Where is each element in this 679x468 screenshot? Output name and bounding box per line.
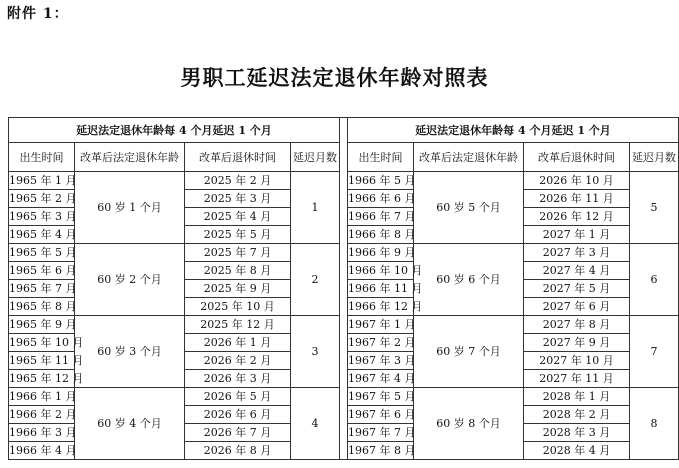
birth-date-cell: 1966 年 7 月 — [348, 208, 414, 226]
retirement-date-cell: 2025 年 2 月 — [185, 172, 291, 190]
birth-date-cell: 1966 年 9 月 — [348, 244, 414, 262]
column-header: 改革后退休时间 — [524, 143, 630, 172]
retirement-date-cell: 2026 年 12 月 — [524, 208, 630, 226]
birth-date-cell: 1966 年 2 月 — [9, 406, 75, 424]
retirement-date-cell: 2026 年 5 月 — [185, 388, 291, 406]
birth-date-cell: 1967 年 8 月 — [348, 442, 414, 460]
birth-date-cell: 1965 年 12 月 — [9, 370, 75, 388]
retirement-date-cell: 2025 年 10 月 — [185, 298, 291, 316]
retirement-date-cell: 2026 年 6 月 — [185, 406, 291, 424]
retirement-date-cell: 2027 年 8 月 — [524, 316, 630, 334]
retirement-date-cell: 2028 年 1 月 — [524, 388, 630, 406]
retirement-date-cell: 2025 年 9 月 — [185, 280, 291, 298]
birth-date-cell: 1966 年 4 月 — [9, 442, 75, 460]
retirement-date-cell: 2027 年 3 月 — [524, 244, 630, 262]
retirement-date-cell: 2026 年 3 月 — [185, 370, 291, 388]
section-heading: 延迟法定退休年龄每 4 个月延迟 1 个月 — [9, 118, 340, 143]
column-header: 改革后退休时间 — [185, 143, 291, 172]
section-gap — [340, 424, 348, 442]
section-gap — [340, 352, 348, 370]
delay-months-cell: 4 — [291, 388, 340, 460]
retirement-date-cell: 2025 年 7 月 — [185, 244, 291, 262]
table-body — [9, 118, 679, 460]
column-header: 改革后法定退休年龄 — [75, 143, 185, 172]
column-header: 延迟月数 — [291, 143, 340, 172]
retirement-date-cell: 2026 年 7 月 — [185, 424, 291, 442]
retirement-age-cell: 60 岁 2 个月 — [75, 244, 185, 316]
retirement-age-cell: 60 岁 6 个月 — [414, 244, 524, 316]
birth-date-cell: 1965 年 3 月 — [9, 208, 75, 226]
table-row — [9, 172, 679, 190]
section-gap — [340, 316, 348, 334]
table-row — [9, 388, 679, 406]
delay-months-cell: 3 — [291, 316, 340, 388]
retirement-age-cell: 60 岁 8 个月 — [414, 388, 524, 460]
retirement-date-cell: 2026 年 1 月 — [185, 334, 291, 352]
birth-date-cell: 1967 年 4 月 — [348, 370, 414, 388]
section-gap — [340, 118, 348, 143]
birth-date-cell: 1966 年 12 月 — [348, 298, 414, 316]
birth-date-cell: 1967 年 3 月 — [348, 352, 414, 370]
birth-date-cell: 1965 年 1 月 — [9, 172, 75, 190]
section-gap — [340, 370, 348, 388]
section-gap — [340, 442, 348, 460]
delay-months-cell: 5 — [630, 172, 679, 244]
birth-date-cell: 1967 年 5 月 — [348, 388, 414, 406]
retirement-age-cell: 60 岁 5 个月 — [414, 172, 524, 244]
table-row — [9, 244, 679, 262]
section-gap — [340, 406, 348, 424]
column-header: 延迟月数 — [630, 143, 679, 172]
retirement-date-cell: 2025 年 5 月 — [185, 226, 291, 244]
retirement-date-cell: 2026 年 10 月 — [524, 172, 630, 190]
retirement-age-cell: 60 岁 7 个月 — [414, 316, 524, 388]
section-gap — [340, 388, 348, 406]
birth-date-cell: 1965 年 8 月 — [9, 298, 75, 316]
delay-months-cell: 1 — [291, 172, 340, 244]
section-gap — [340, 190, 348, 208]
table-row — [9, 316, 679, 334]
delay-months-cell: 2 — [291, 244, 340, 316]
retirement-date-cell: 2028 年 3 月 — [524, 424, 630, 442]
birth-date-cell: 1965 年 10 月 — [9, 334, 75, 352]
section-gap — [340, 226, 348, 244]
birth-date-cell: 1965 年 11 月 — [9, 352, 75, 370]
retirement-table — [8, 117, 679, 460]
column-header: 改革后法定退休年龄 — [414, 143, 524, 172]
attachment-label: 附件 1： — [7, 6, 69, 22]
birth-date-cell: 1967 年 1 月 — [348, 316, 414, 334]
delay-months-cell: 7 — [630, 316, 679, 388]
section-gap — [340, 172, 348, 190]
retirement-date-cell: 2027 年 4 月 — [524, 262, 630, 280]
column-header: 出生时间 — [348, 143, 414, 172]
birth-date-cell: 1965 年 9 月 — [9, 316, 75, 334]
retirement-date-cell: 2026 年 11 月 — [524, 190, 630, 208]
section-gap — [340, 280, 348, 298]
birth-date-cell: 1965 年 7 月 — [9, 280, 75, 298]
retirement-age-cell: 60 岁 1 个月 — [75, 172, 185, 244]
birth-date-cell: 1967 年 6 月 — [348, 406, 414, 424]
delay-months-cell: 6 — [630, 244, 679, 316]
birth-date-cell: 1965 年 5 月 — [9, 244, 75, 262]
birth-date-cell: 1966 年 6 月 — [348, 190, 414, 208]
retirement-date-cell: 2027 年 1 月 — [524, 226, 630, 244]
section-gap — [340, 334, 348, 352]
retirement-date-cell: 2025 年 8 月 — [185, 262, 291, 280]
retirement-date-cell: 2027 年 5 月 — [524, 280, 630, 298]
birth-date-cell: 1967 年 7 月 — [348, 424, 414, 442]
retirement-date-cell: 2027 年 9 月 — [524, 334, 630, 352]
retirement-date-cell: 2028 年 2 月 — [524, 406, 630, 424]
birth-date-cell: 1965 年 6 月 — [9, 262, 75, 280]
retirement-date-cell: 2027 年 11 月 — [524, 370, 630, 388]
retirement-age-cell: 60 岁 3 个月 — [75, 316, 185, 388]
retirement-date-cell: 2025 年 3 月 — [185, 190, 291, 208]
birth-date-cell: 1966 年 10 月 — [348, 262, 414, 280]
retirement-date-cell: 2026 年 8 月 — [185, 442, 291, 460]
section-gap — [340, 262, 348, 280]
section-gap — [340, 208, 348, 226]
section-heading: 延迟法定退休年龄每 4 个月延迟 1 个月 — [348, 118, 679, 143]
retirement-date-cell: 2027 年 6 月 — [524, 298, 630, 316]
section-gap — [340, 298, 348, 316]
retirement-date-cell: 2028 年 4 月 — [524, 442, 630, 460]
retirement-date-cell: 2026 年 2 月 — [185, 352, 291, 370]
retirement-age-cell: 60 岁 4 个月 — [75, 388, 185, 460]
retirement-date-cell: 2027 年 10 月 — [524, 352, 630, 370]
delay-months-cell: 8 — [630, 388, 679, 460]
retirement-date-cell: 2025 年 4 月 — [185, 208, 291, 226]
birth-date-cell: 1966 年 11 月 — [348, 280, 414, 298]
retirement-date-cell: 2025 年 12 月 — [185, 316, 291, 334]
birth-date-cell: 1965 年 2 月 — [9, 190, 75, 208]
birth-date-cell: 1965 年 4 月 — [9, 226, 75, 244]
page-title: 男职工延迟法定退休年龄对照表 — [180, 65, 489, 90]
section-gap — [340, 143, 348, 172]
birth-date-cell: 1966 年 3 月 — [9, 424, 75, 442]
column-header-row — [9, 143, 679, 172]
section-gap — [340, 244, 348, 262]
birth-date-cell: 1966 年 8 月 — [348, 226, 414, 244]
column-header: 出生时间 — [9, 143, 75, 172]
section-heading-row — [9, 118, 679, 143]
birth-date-cell: 1967 年 2 月 — [348, 334, 414, 352]
birth-date-cell: 1966 年 1 月 — [9, 388, 75, 406]
birth-date-cell: 1966 年 5 月 — [348, 172, 414, 190]
